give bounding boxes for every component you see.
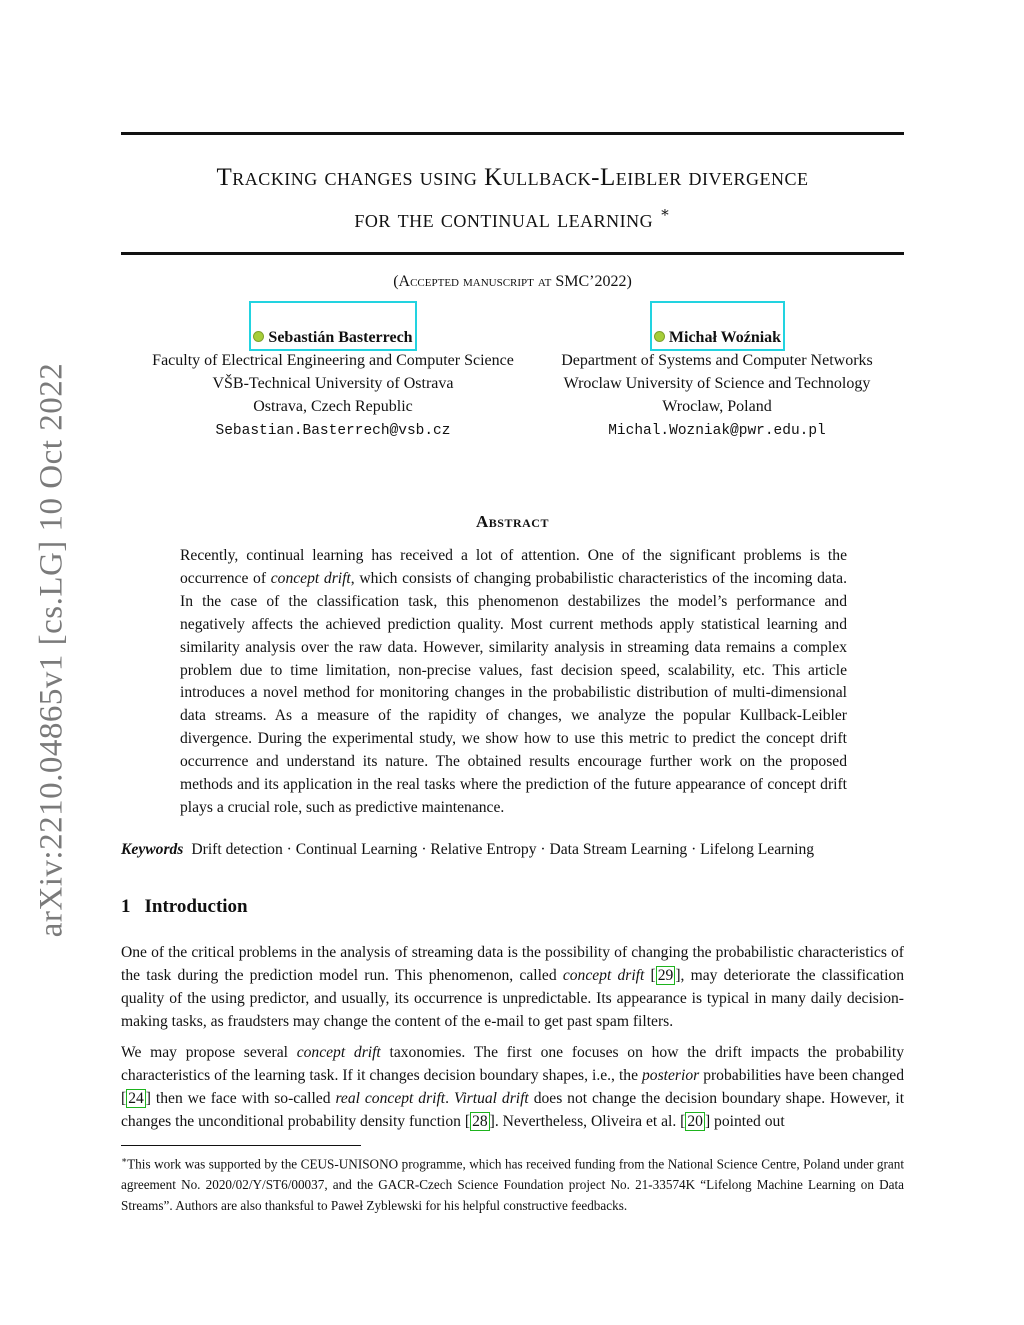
author-2-name[interactable] xyxy=(651,329,784,347)
para2-term-virtual-drift: Virtual drift xyxy=(453,1089,529,1107)
para2-text-h: ] pointed out xyxy=(704,1112,785,1130)
para2-term-real-concept-drift: real concept drift xyxy=(335,1089,446,1107)
footnote xyxy=(121,1150,904,1216)
keywords-label: Keywords xyxy=(121,841,184,858)
para2-text-e: . xyxy=(445,1089,454,1107)
abstract-heading: Abstract xyxy=(476,512,549,531)
author-2-affiliation-1: Department of Systems and Computer Networks xyxy=(561,352,873,369)
abstract-term-concept-drift: concept drift xyxy=(270,569,351,587)
title-bottom-rule xyxy=(121,252,904,255)
keywords-text: Drift detection · Continual Learning · Relative Entropy · Data Stream Learning · Lifelong Learning xyxy=(191,841,815,858)
paper-title-text-2: for the continual learning xyxy=(354,206,654,233)
intro-paragraph-1 xyxy=(121,942,904,1034)
section-heading-introduction xyxy=(121,896,248,918)
para1-text-a: One of the critical problems in the analysis of streaming data is the possibility of changing the probabilistic characteristics of the task during the prediction model run. This phenomenon, called xyxy=(121,944,904,984)
author-1-affiliation-1: Faculty of Electrical Engineering and Computer Science xyxy=(152,352,514,369)
footnote-text: This work was supported by the CEUS-UNISONO programme, which has received funding from the National Science Centre, Poland under grant agreement No. 2020/02/Y/ST6/00037, and the GACR-Czech Science Foundation project No. 21-33574K “Lifelong Machine Learning on Data Streams”. Authors are also thanksful to Paweł Zyblewski for his helpful constructive feedbacks. xyxy=(121,1156,904,1214)
abstract-text-1: Recently, continual learning has received a lot of attention. One of the significant problems is the occurrence of xyxy=(180,547,847,587)
author-1-affiliation-3: Ostrava, Czech Republic xyxy=(253,398,413,415)
section-title: Introduction xyxy=(144,896,248,917)
citation-link[interactable]: 29 xyxy=(657,966,674,984)
keywords-line xyxy=(121,841,814,859)
para2-text-d: ] then we face with so-called xyxy=(145,1089,336,1107)
para2-text-g: ]. Nevertheless, Oliveira et al. [ xyxy=(489,1112,686,1130)
para2-text-a: We may propose several xyxy=(121,1044,297,1061)
author-2-name-text: Michał Woźniak xyxy=(668,329,782,346)
orcid-icon[interactable] xyxy=(253,331,264,342)
abstract-body xyxy=(180,545,847,820)
footnote-mark: ∗ xyxy=(121,1155,128,1165)
paper-title-text-1: Tracking changes using Kullback-Leibler divergence xyxy=(216,164,809,191)
citation-link[interactable]: 20 xyxy=(687,1112,703,1130)
citation-link[interactable]: 28 xyxy=(472,1112,488,1130)
footnote-rule xyxy=(121,1145,361,1146)
para2-term-posterior: posterior xyxy=(642,1066,700,1084)
para1-text-c: ], may deteriorate the classification quality of the using predictor, and usually, its occurrence is unpredictable. Its appearance is typical in many daily decision-making tasks, as fraudsters may change the content of the e-mail to get past spam filters. xyxy=(121,966,905,1030)
citation-link[interactable]: 24 xyxy=(128,1089,144,1107)
author-2-affiliation-3: Wroclaw, Poland xyxy=(662,398,772,415)
title-footnote-mark[interactable]: ∗ xyxy=(659,205,671,221)
abstract-text-2: , which consists of changing probabilistic characteristics of the incoming data. In the case of the classification task, this phenomenon destabilizes the model’s performance and negatively affects the achieved prediction quality. Most current methods apply statistical learning and similarity analysis over the raw data. However, similarity analysis in streaming data remains a complex problem due to time limitation, non-precise values, fast decision speed, scalability, etc. This article introduces a novel method for monitoring changes in the probabilistic distribution of multi-dimensional data streams. As a measure of the rapidity of changes, we analyze the popular Kullback-Leibler divergence. During the experimental study, we show how to use this metric to predict the concept drift occurrence and understand its nature. The obtained results encourage further work on the proposed methods and its application in the real tasks where the prediction of the future appearance of concept drift plays a crucial role, such as predictive maintenance. xyxy=(180,569,847,816)
author-2-affiliation-2: Wroclaw University of Science and Technology xyxy=(563,375,871,392)
para2-term-concept-drift: concept drift xyxy=(296,1044,381,1061)
arxiv-side-stamp: arXiv:2210.04865v1 [cs.LG] 10 Oct 2022 xyxy=(33,362,70,938)
para1-text-b: [ xyxy=(644,966,656,984)
author-1-affiliation-2: VŠB-Technical University of Ostrava xyxy=(212,375,454,392)
para1-term-concept-drift: concept drift xyxy=(562,966,645,984)
intro-paragraph-2 xyxy=(121,1042,904,1134)
orcid-icon[interactable] xyxy=(654,331,665,342)
title-top-rule xyxy=(121,132,904,135)
para2-text-c: probabilities have been changed [ xyxy=(121,1066,904,1107)
author-1-name-text: Sebastián Basterrech xyxy=(268,329,413,346)
accepted-manuscript-note: (Accepted manuscript at SMC’2022) xyxy=(393,273,632,290)
author-1-name[interactable] xyxy=(250,329,416,347)
author-2-email[interactable]: Michal.Wozniak@pwr.edu.pl xyxy=(608,423,826,439)
paper-title-line-2 xyxy=(121,207,904,232)
section-number: 1 xyxy=(121,896,131,917)
author-1-email[interactable]: Sebastian.Basterrech@vsb.cz xyxy=(215,423,451,439)
para2-text-f: does not change the decision boundary shape. However, it changes the unconditional probability density function [ xyxy=(121,1089,905,1130)
para2-text-b: taxonomies. The first one focuses on how the drift impacts the probability characteristics of the learning task. If it changes decision boundary shapes, i.e., the xyxy=(121,1044,905,1084)
paper-title-line-1 xyxy=(121,165,904,190)
